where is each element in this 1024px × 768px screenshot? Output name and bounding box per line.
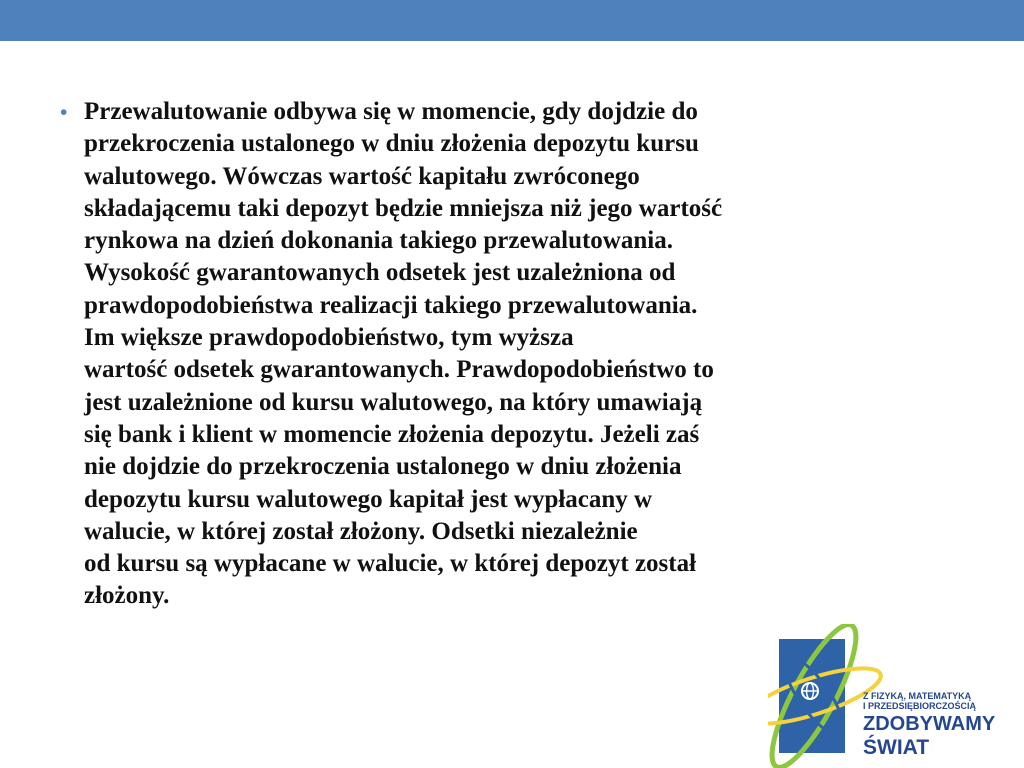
paragraph-text: Przewalutowanie odbywa się w momencie, gdy dojdzie do przekroczenia ustalonego w dniu złożenia depozytu kursu walutowego. Wówczas wartość kapitału zwróconego składającemu taki depozyt będzie mniejsza niż jego wartość rynkowa na dzień dokonania takiego przewalutowania. Wysokość gwarantowanych odsetek jest uzależniona od prawdopodobieństwa realizacji takiego przewalutowania. Im większe prawdopodobieństwo, tym wyższa wartość odsetek gwarantowanych. Prawdopodobieństwo to jest uzależnione od kursu walutowego, na który umawiają się bank i klient w momencie złożenia depozytu. Jeżeli zaś nie dojdzie do przekroczenia ustalonego w dniu złożenia depozytu kursu walutowego kapitał jest wypłacany w walucie, w której został złożony. Odsetki niezależnie od kursu są wypłacane w walucie, w której depozyt został złożony. bbox=[84, 98, 723, 610]
bullet-icon: • bbox=[60, 100, 68, 124]
logo-line-1: Z FIZYKĄ, MATEMATYKĄ bbox=[863, 691, 972, 701]
logo-line-3: ZDOBYWAMY bbox=[863, 713, 996, 735]
top-bar bbox=[0, 0, 1024, 41]
slide-content bbox=[60, 96, 960, 613]
bullet-paragraph bbox=[60, 96, 960, 613]
logo-line-2: I PRZEDSIĘBIORCZOŚCIĄ bbox=[863, 701, 977, 711]
project-logo bbox=[768, 624, 1024, 768]
logo-line-4: ŚWIAT bbox=[863, 736, 930, 759]
